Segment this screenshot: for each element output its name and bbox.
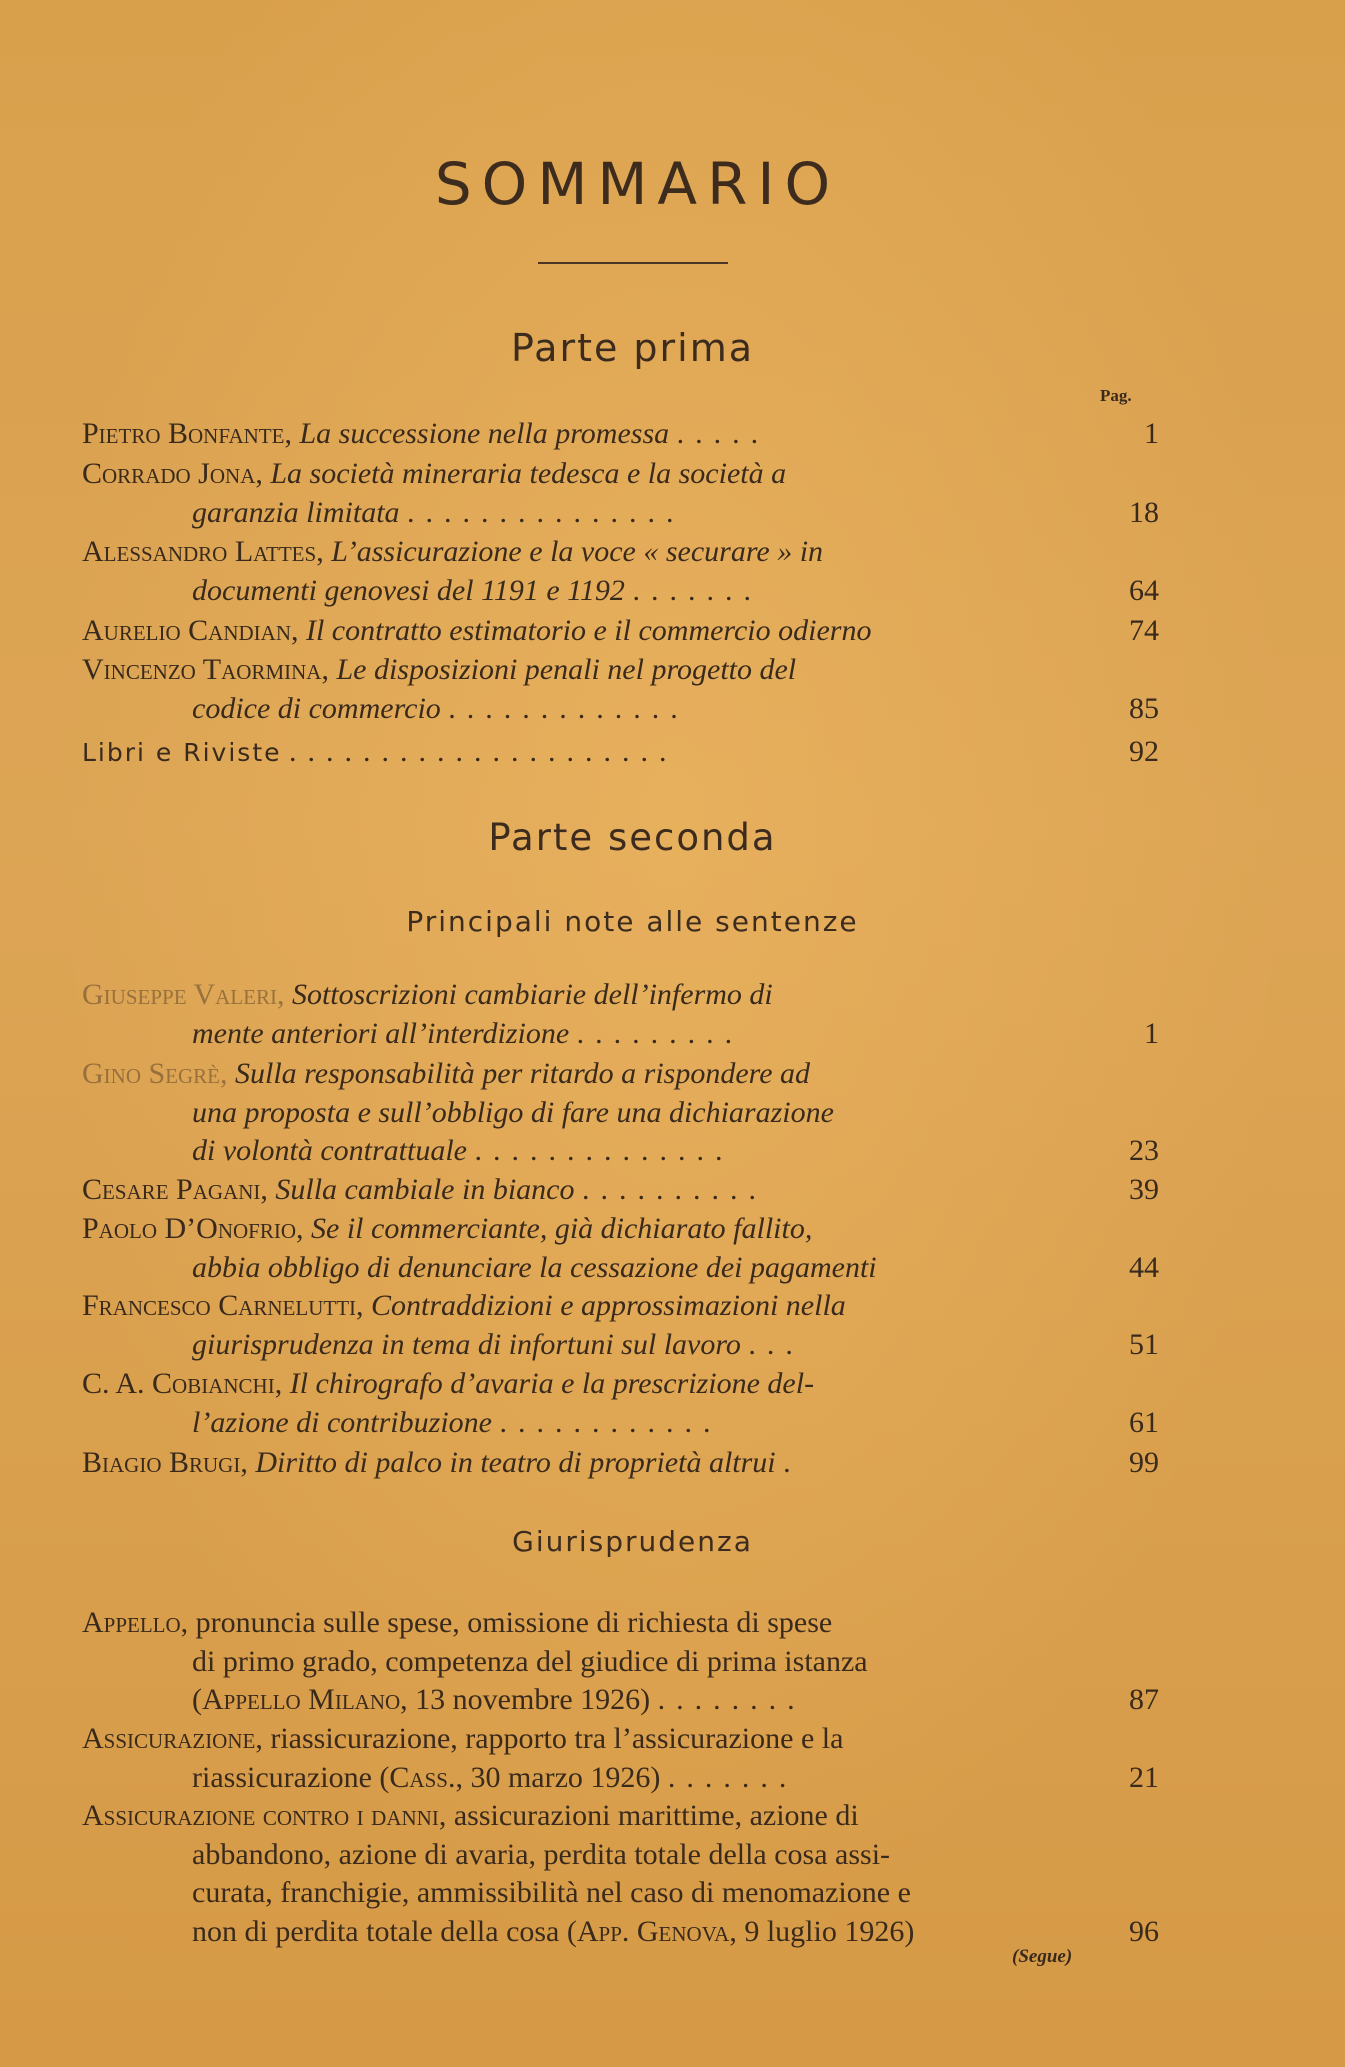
title-divider — [538, 262, 728, 264]
page-number: 44 — [1129, 1250, 1159, 1284]
toc-entry: Francesco Carnelutti, Contraddizioni e approssimazioni nella giurisprudenza in tema di infortuni sul lavoro ... 51 — [82, 1287, 1157, 1364]
toc-entry: Paolo D’Onofrio, Se il commerciante, già dichiarato fallito, abbia obbligo di denunciare la cessazione dei pagamenti 44 — [82, 1210, 1157, 1287]
toc-entry: Gino Segrè, Sulla responsabilità per ritardo a rispondere ad una proposta e sull’obbligo di fare una dichiarazione di volontà contrattuale .............. 23 — [82, 1055, 1157, 1171]
toc-entry: Pietro Bonfante, La successione nella promessa ..... 1 — [82, 415, 1157, 454]
page-number: 85 — [1129, 691, 1159, 725]
page-number: 92 — [1129, 735, 1159, 768]
toc-entry: Libri e Riviste ..................... 92 — [82, 733, 1157, 772]
page-number: 87 — [1129, 1683, 1159, 1716]
page-number: 39 — [1129, 1173, 1159, 1206]
toc-entry: Cesare Pagani, Sulla cambiale in bianco .......... 39 — [82, 1171, 1157, 1210]
toc-entry: Biagio Brugi, Diritto di palco in teatro di proprietà altrui . 99 — [82, 1444, 1157, 1483]
section-heading-parte-prima: Parte prima — [510, 326, 755, 370]
page-number: 1 — [1144, 1016, 1159, 1050]
page-number: 64 — [1129, 573, 1159, 607]
section-heading-parte-seconda: Parte seconda — [488, 816, 777, 859]
page-number: 1 — [1144, 417, 1159, 450]
page-column-label: Pag. — [1100, 386, 1132, 405]
page-number: 21 — [1129, 1760, 1159, 1794]
section-heading-giurisprudenza: Giurisprudenza — [512, 1525, 753, 1558]
toc-entry: Corrado Jona, La società mineraria tedesca e la società a garanzia limitata ............... 18 — [82, 455, 1157, 532]
page-number: 96 — [1129, 1914, 1159, 1948]
page-number: 74 — [1129, 614, 1159, 647]
toc-entry: Giuseppe Valeri, Sottoscrizioni cambiarie dell’infermo di mente anteriori all’interdizione ......... 1 — [82, 976, 1157, 1053]
subheading-note-sentenze: Principali note alle sentenze — [406, 905, 859, 938]
page-number: 51 — [1129, 1327, 1159, 1361]
jurisprudence-entry: Appello, pronuncia sulle spese, omissione di richiesta di spese di primo grado, competenza del giudice di prima istanza (Appello Milano, 13 novembre 1926) ........ 87 — [82, 1604, 1157, 1720]
jurisprudence-entry: Assicurazione contro i danni, assicurazioni marittime, azione di abbandono, azione di avaria, perdita totale della cosa assi- curata, franchigie, ammissibilità nel caso di menomazione e non di perdita totale della cosa (App. Genova, 9 luglio 1926) 96 — [82, 1797, 1157, 1951]
toc-entry: Aurelio Candian, Il contratto estimatorio e il commercio odierno 74 — [82, 612, 1157, 651]
page-number: 99 — [1129, 1446, 1159, 1479]
continued-marker: (Segue) — [1012, 1946, 1073, 1967]
page-number: 18 — [1129, 495, 1159, 529]
page-number: 23 — [1129, 1134, 1159, 1167]
toc-entry: C. A. Cobianchi, Il chirografo d’avaria e la prescrizione del- l’azione di contribuzione ............ 61 — [82, 1365, 1157, 1442]
jurisprudence-entry: Assicurazione, riassicurazione, rapporto tra l’assicurazione e la riassicurazione (Cass., 30 marzo 1926) ....... 21 — [82, 1720, 1157, 1797]
toc-entry: Alessandro Lattes, L’assicurazione e la voce « securare » in documenti genovesi del 1191 e 1192 ....... 64 — [82, 533, 1157, 610]
page-title: SOMMARIO — [434, 150, 841, 218]
page-number: 61 — [1129, 1405, 1159, 1439]
toc-entry: Vincenzo Taormina, Le disposizioni penali nel progetto del codice di commercio ............. 85 — [82, 651, 1157, 728]
